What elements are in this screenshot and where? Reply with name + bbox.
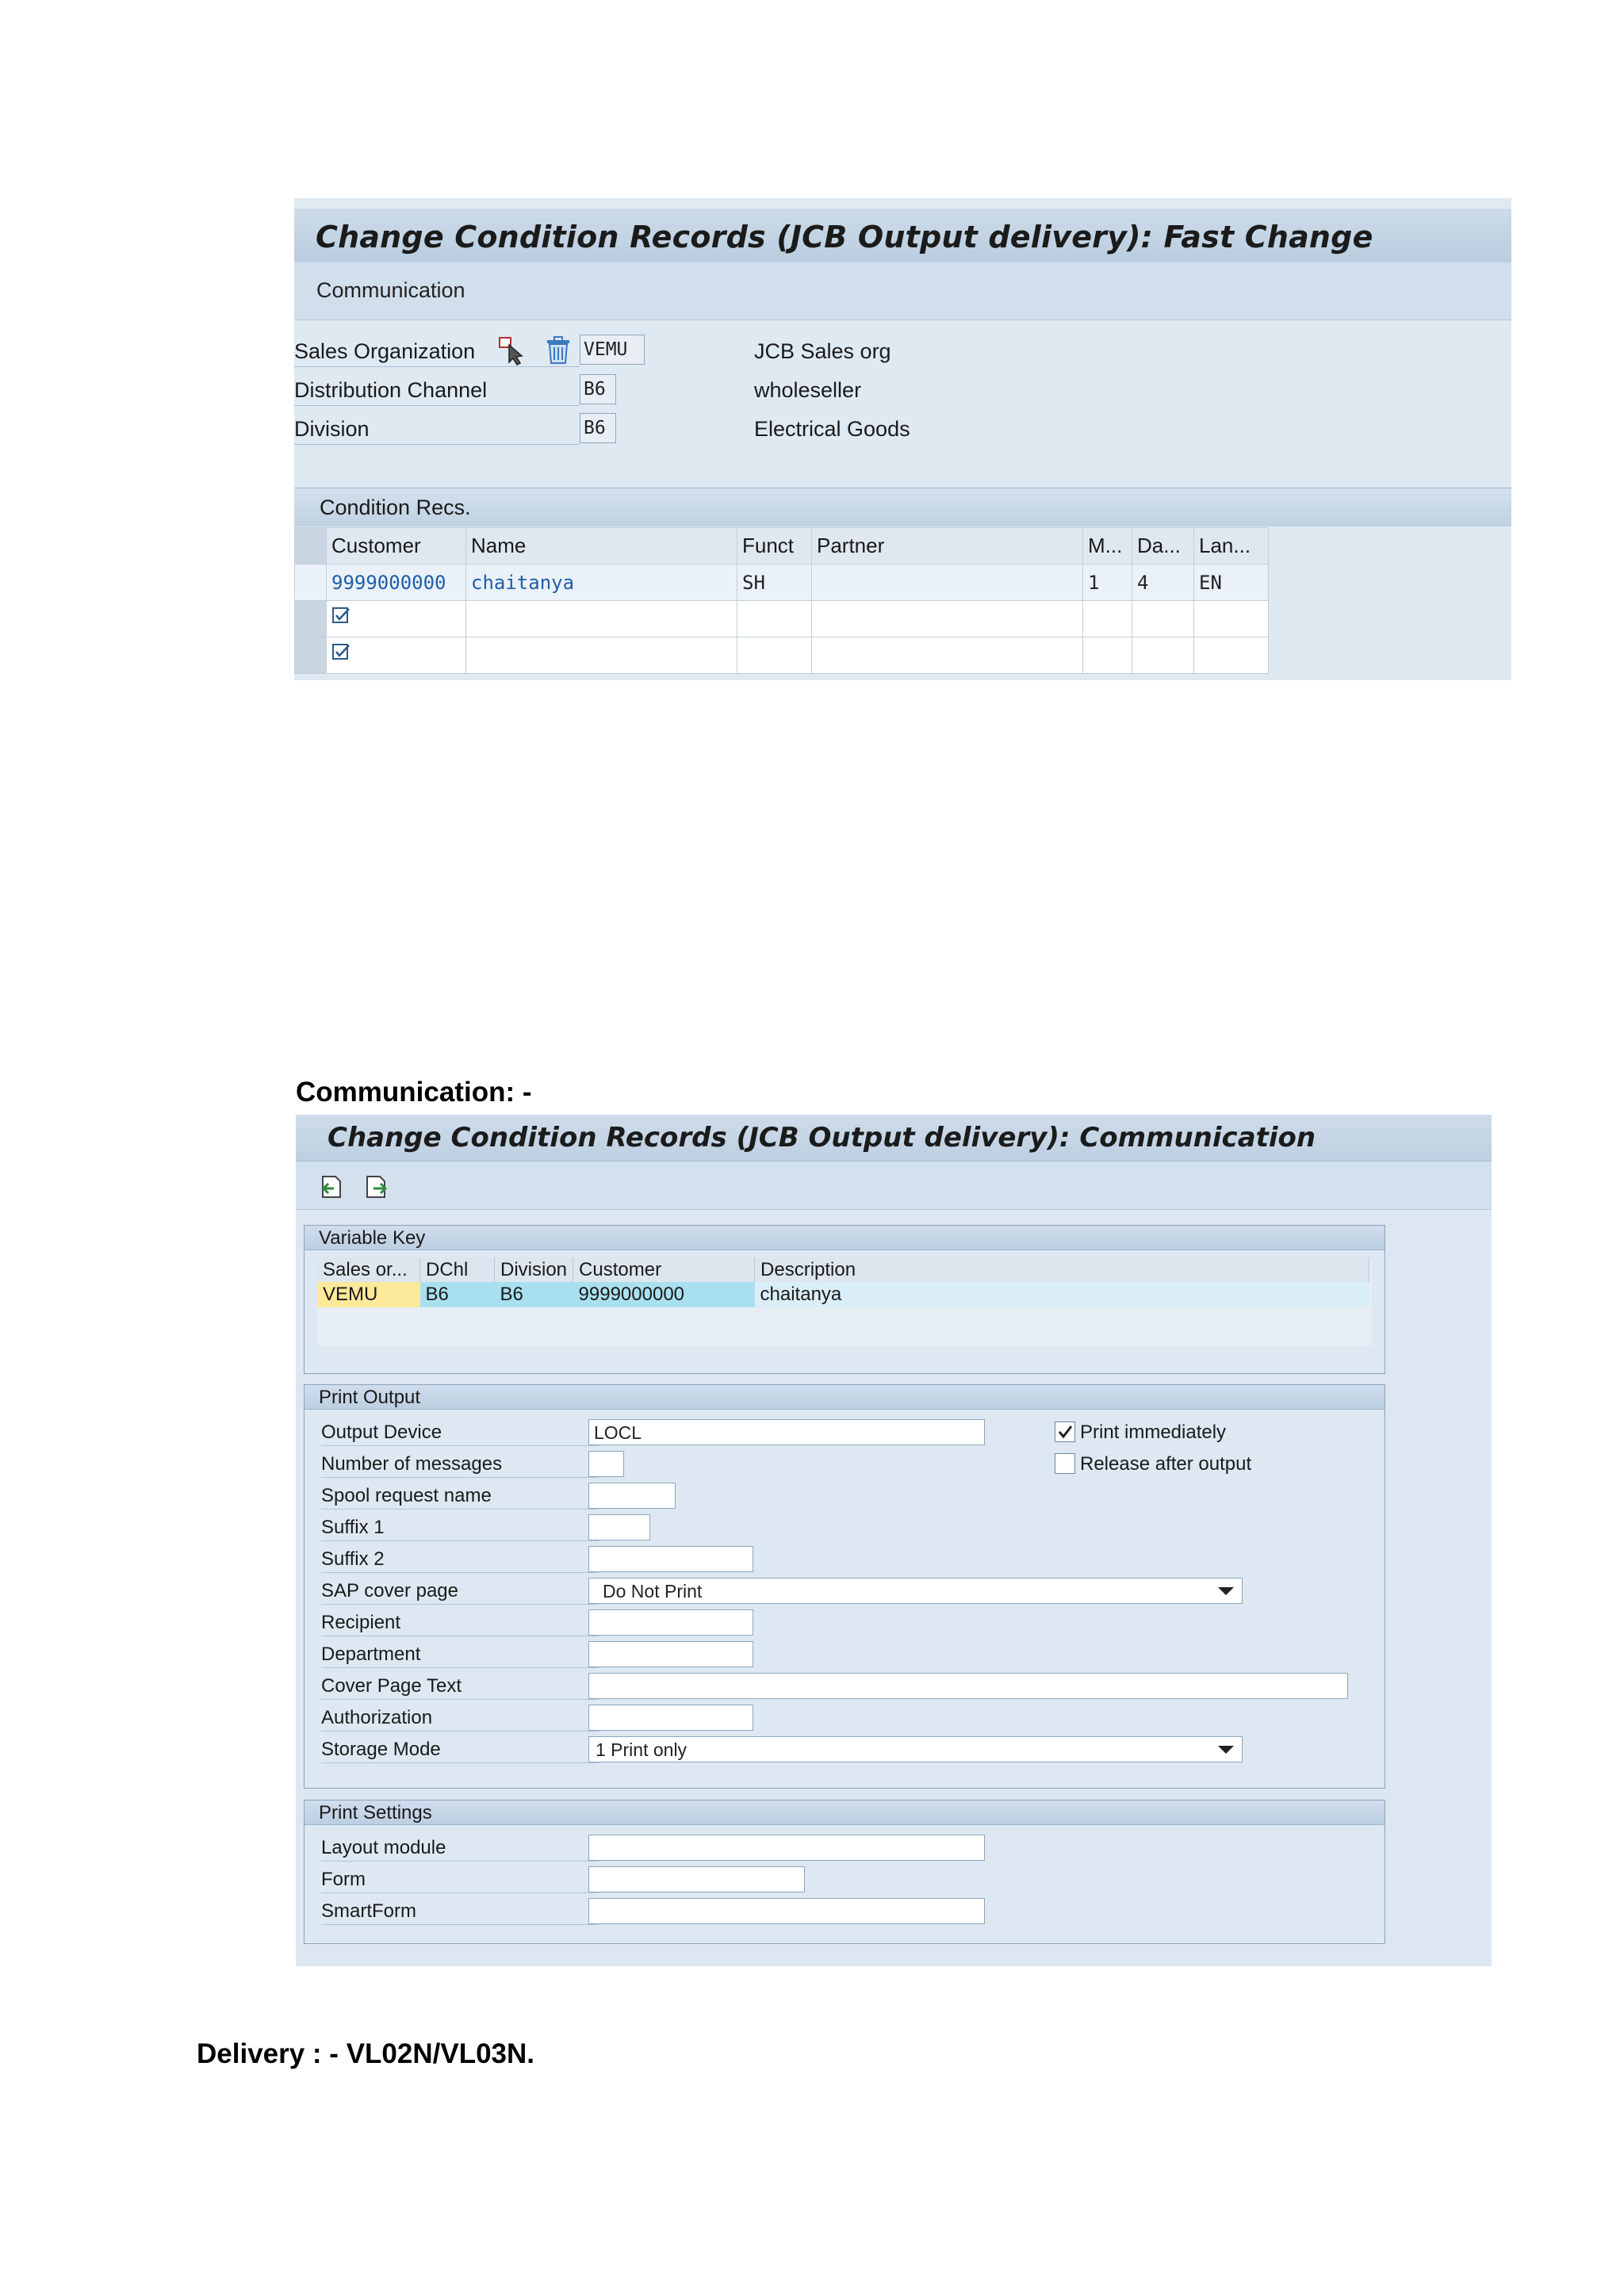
output-device-label: Output Device (321, 1422, 442, 1443)
column-header[interactable]: Funct (737, 528, 812, 564)
delivery-heading: Delivery : - VL02N/VL03N. (197, 2038, 534, 2069)
sap-cover-page-select[interactable]: Do Not Print (588, 1578, 1243, 1604)
row-selector[interactable] (295, 637, 327, 674)
storage-mode-select[interactable]: 1 Print only (588, 1736, 1243, 1762)
condition-records-table (294, 527, 1269, 674)
toolbar (296, 1161, 1492, 1210)
sales-org-label: Sales Organization (294, 339, 476, 363)
spool-request-name-label: Spool request name (321, 1485, 492, 1506)
column-header[interactable]: M... (1083, 528, 1132, 564)
select-detail-icon[interactable] (498, 335, 531, 365)
screen-title: Change Condition Records (JCB Output delivery): Fast Change (316, 220, 1373, 254)
row-selector[interactable] (295, 564, 327, 601)
print-immediately-label: Print immediately (1080, 1422, 1227, 1443)
distribution-channel-description: wholeseller (754, 378, 862, 402)
communication-heading: Communication: - (296, 1077, 532, 1108)
distribution-channel-value[interactable]: B6 (580, 374, 616, 404)
customer-cell[interactable]: 9999000000 (327, 564, 466, 601)
delete-icon[interactable] (542, 335, 574, 365)
fast-change-screen (294, 198, 1511, 680)
group-title: Print Output (319, 1387, 421, 1408)
title-bar (294, 208, 1511, 263)
screen-title: Change Condition Records (JCB Output delivery): Communication (327, 1122, 1316, 1154)
form-input[interactable] (588, 1866, 805, 1892)
title-bar (296, 1115, 1492, 1161)
department-input[interactable] (588, 1641, 753, 1667)
function-cell[interactable]: SH (737, 564, 812, 601)
table-row[interactable] (295, 564, 1269, 601)
select-all-cell[interactable] (295, 528, 327, 564)
sales-org-description: JCB Sales org (754, 339, 891, 363)
table-row[interactable] (317, 1282, 1369, 1307)
chevron-down-icon[interactable] (1218, 1587, 1234, 1595)
sales-org-value[interactable]: VEMU (580, 335, 645, 365)
condition-records-section (294, 488, 1511, 526)
cover-page-text-input[interactable] (588, 1673, 1348, 1699)
group-title: Variable Key (319, 1227, 426, 1249)
checkmark-icon (1055, 1422, 1074, 1441)
print-output-group (304, 1384, 1385, 1789)
smartform-input[interactable] (588, 1898, 985, 1924)
table-row[interactable] (295, 637, 1269, 674)
column-header[interactable]: Sales or... (317, 1257, 420, 1282)
release-after-output-label: Release after output (1080, 1453, 1252, 1475)
department-label: Department (321, 1644, 421, 1665)
column-header[interactable]: Description (755, 1257, 1369, 1282)
distribution-channel-label: Distribution Channel (294, 378, 488, 402)
smartform-label: SmartForm (321, 1900, 416, 1922)
column-header[interactable]: DChl (420, 1257, 495, 1282)
layout-module-label: Layout module (321, 1837, 446, 1858)
customer-cell[interactable] (327, 637, 466, 674)
column-header[interactable]: Customer (573, 1257, 755, 1282)
number-of-messages-label: Number of messages (321, 1453, 503, 1475)
storage-mode-label: Storage Mode (321, 1739, 441, 1760)
suffix1-label: Suffix 1 (321, 1517, 385, 1538)
medium-cell[interactable]: 1 (1083, 564, 1132, 601)
communication-button[interactable]: Communication (316, 278, 465, 302)
previous-screen-icon[interactable] (318, 1174, 347, 1200)
authorization-input[interactable] (588, 1705, 753, 1731)
recipient-input[interactable] (588, 1609, 753, 1636)
checklist-icon[interactable] (331, 607, 352, 626)
group-title: Print Settings (319, 1802, 432, 1823)
output-device-input[interactable]: LOCL (588, 1419, 985, 1445)
print-immediately-checkbox[interactable] (1055, 1422, 1075, 1442)
suffix2-label: Suffix 2 (321, 1548, 385, 1570)
date-cell[interactable]: 4 (1132, 564, 1194, 601)
number-of-messages-input[interactable] (588, 1451, 624, 1477)
column-header[interactable]: Partner (812, 528, 1083, 564)
sap-cover-page-label: SAP cover page (321, 1580, 459, 1601)
next-screen-icon[interactable] (364, 1174, 393, 1200)
row-selector[interactable] (295, 601, 327, 637)
suffix2-input[interactable] (588, 1546, 753, 1572)
description-cell[interactable]: chaitanya (755, 1282, 1369, 1307)
toolbar (294, 262, 1511, 320)
language-cell[interactable]: EN (1194, 564, 1269, 601)
division-label: Division (294, 417, 370, 441)
print-settings-group (304, 1800, 1385, 1944)
checklist-icon[interactable] (331, 643, 352, 662)
division-value[interactable]: B6 (580, 413, 616, 443)
form-label: Form (321, 1869, 366, 1890)
release-after-output-checkbox[interactable] (1055, 1453, 1075, 1474)
customer-cell[interactable] (327, 601, 466, 637)
table-row[interactable] (295, 601, 1269, 637)
column-header[interactable]: Name (466, 528, 737, 564)
column-header[interactable]: Division (495, 1257, 573, 1282)
dchl-cell[interactable]: B6 (420, 1282, 495, 1307)
communication-screen (296, 1115, 1492, 1966)
authorization-label: Authorization (321, 1707, 433, 1728)
division-cell[interactable]: B6 (495, 1282, 573, 1307)
suffix1-input[interactable] (588, 1514, 650, 1540)
recipient-label: Recipient (321, 1612, 401, 1633)
chevron-down-icon[interactable] (1218, 1746, 1234, 1754)
column-header[interactable]: Customer (327, 528, 466, 564)
layout-module-input[interactable] (588, 1835, 985, 1861)
name-cell[interactable]: chaitanya (466, 564, 737, 601)
variable-key-group (304, 1225, 1385, 1374)
sales-org-cell[interactable]: VEMU (317, 1282, 420, 1307)
section-title: Condition Recs. (320, 496, 471, 519)
variable-key-table (317, 1257, 1369, 1307)
column-header[interactable]: Da... (1132, 528, 1194, 564)
customer-cell[interactable]: 9999000000 (573, 1282, 755, 1307)
column-header[interactable]: Lan... (1194, 528, 1269, 564)
division-description: Electrical Goods (754, 417, 910, 441)
cover-page-text-label: Cover Page Text (321, 1675, 462, 1697)
spool-request-name-input[interactable] (588, 1483, 676, 1509)
partner-cell[interactable] (812, 564, 1083, 601)
